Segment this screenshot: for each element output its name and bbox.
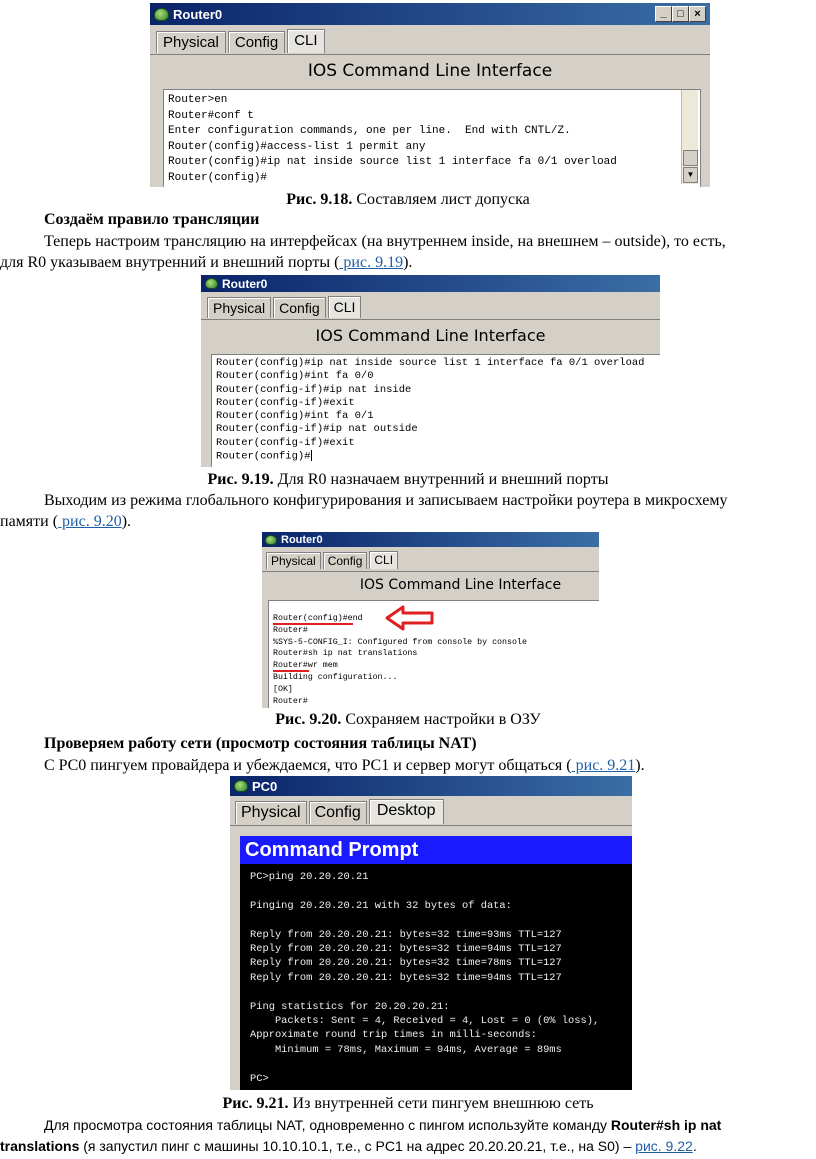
maximize-button[interactable]: □	[672, 6, 689, 22]
console-line: Router>en	[168, 94, 228, 106]
paragraph-line	[0, 512, 131, 532]
cli-console[interactable]	[163, 89, 701, 187]
paragraph-line	[0, 1136, 697, 1156]
caption-text: Составляем лист допуска	[352, 191, 530, 208]
figure-link[interactable]: рис. 9.19	[339, 254, 404, 271]
packet-tracer-logo-icon	[234, 780, 248, 792]
packet-tracer-logo-icon	[265, 535, 277, 545]
paragraph-text: для R0 указываем внутренний и внешний порты (	[0, 254, 340, 271]
figure-link[interactable]: рис. 9.20	[58, 513, 122, 530]
caption-text: Для R0 назначаем внутренний и внешний порты	[273, 471, 609, 488]
console-line: Router(config)#int fa 0/1	[216, 410, 374, 423]
caption-number: Рис. 9.21.	[222, 1095, 289, 1112]
minimize-button[interactable]: _	[655, 6, 672, 22]
paragraph-line: Выходим из режима глобального конфигурирования и записываем настройки роутера в микросхему	[44, 492, 728, 509]
console-line: Router(config-if)#exit	[216, 436, 355, 449]
tab-bar	[156, 29, 327, 53]
panel-title: IOS Command Line Interface	[307, 61, 553, 81]
paragraph-text: С PC0 пингуем провайдера и убеждаемся, что PC1 и сервер могут общаться (	[44, 757, 572, 774]
section-heading: Создаём правило трансляции	[44, 211, 260, 228]
paragraph-line	[44, 756, 645, 776]
window-title: PC0	[252, 778, 278, 794]
command-text: Router#sh ip nat	[610, 1117, 722, 1133]
caption-text: Сохраняем настройки в ОЗУ	[341, 711, 541, 728]
tab-bar	[266, 551, 400, 569]
section-heading: Проверяем работу сети (просмотр состояния таблицы NAT)	[44, 735, 477, 752]
paragraph-text: ).	[635, 757, 645, 774]
console-line: Packets: Sent = 4, Received = 4, Lost = 0 (0% loss),	[250, 1015, 600, 1028]
console-line: Ping statistics for 20.20.20.21:	[250, 1000, 450, 1013]
router0-cli-window-fig919	[201, 275, 660, 467]
console-line: Router(config)#	[168, 171, 268, 184]
console-line: Router(config)#int fa 0/0	[216, 370, 374, 383]
console-line: Enter configuration commands, one per line. End with CNTL/Z.	[168, 125, 571, 137]
tab-physical[interactable]: Physical	[235, 801, 307, 824]
caption-text: Из внутренней сети пингуем внешнюю сеть	[288, 1095, 594, 1112]
console-line: Reply from 20.20.20.21: bytes=32 time=78ms TTL=127	[250, 957, 562, 970]
tab-bar	[235, 799, 446, 824]
console-line	[250, 985, 599, 999]
caption-number: Рис. 9.18.	[286, 191, 353, 208]
panel-title: IOS Command Line Interface	[315, 326, 546, 345]
console-line: Minimum = 78ms, Maximum = 94ms, Average = 89ms	[250, 1043, 562, 1056]
tab-cli[interactable]: CLI	[287, 29, 324, 53]
cli-console[interactable]	[211, 354, 660, 467]
caption-number: Рис. 9.20.	[275, 711, 342, 728]
red-underline	[273, 670, 309, 672]
console-line	[250, 1057, 599, 1071]
router0-cli-window-fig918	[150, 3, 710, 187]
text-cursor	[311, 450, 312, 461]
tab-physical[interactable]: Physical	[207, 297, 271, 318]
console-line: Pinging 20.20.20.21 with 32 bytes of data:	[250, 899, 512, 912]
console-line: Router#	[273, 625, 308, 635]
figure-caption	[0, 470, 816, 490]
window-titlebar	[201, 275, 660, 292]
figure-link[interactable]: рис. 9.22	[635, 1138, 693, 1154]
console-scrollbar[interactable]	[681, 90, 698, 184]
tab-bar	[207, 296, 363, 318]
caption-number: Рис. 9.19.	[207, 471, 274, 488]
close-button[interactable]: ×	[689, 6, 706, 22]
console-line: Approximate round trip times in milli-seconds:	[250, 1029, 537, 1042]
tab-desktop[interactable]: Desktop	[369, 799, 444, 824]
paragraph-line	[44, 1115, 721, 1135]
pc0-desktop-window-fig921	[230, 776, 632, 1090]
tab-physical[interactable]: Physical	[266, 552, 321, 569]
paragraph-line: Теперь настроим трансляцию на интерфейсах (на внутреннем inside, на внешнем – outside), то есть,	[44, 233, 726, 250]
console-line: Router#conf t	[168, 109, 254, 122]
console-line: Router(config)#ip nat inside source list 1 interface fa 0/1 overload	[216, 357, 645, 369]
tab-config[interactable]: Config	[323, 552, 368, 569]
paragraph-text: ).	[403, 254, 413, 271]
tab-cli[interactable]: CLI	[369, 551, 398, 569]
tab-physical[interactable]: Physical	[156, 31, 226, 53]
window-title: Router0	[222, 276, 268, 291]
router0-cli-window-fig920	[262, 532, 599, 708]
window-title: Router0	[173, 6, 223, 22]
console-line: Router(config)#end	[273, 614, 363, 623]
console-line: Router(config-if)#exit	[216, 396, 355, 409]
tab-config[interactable]: Config	[273, 297, 325, 318]
console-line: Router(config-if)#ip nat inside	[216, 383, 412, 396]
paragraph-text: Для просмотра состояния таблицы NAT, одновременно с пингом используйте команду	[44, 1117, 611, 1133]
window-title: Router0	[281, 533, 323, 546]
figure-caption	[0, 190, 816, 210]
console-line: PC>ping 20.20.20.21	[250, 871, 369, 883]
red-underline	[273, 623, 353, 625]
scroll-thumb[interactable]	[683, 150, 698, 166]
console-line: Router#	[273, 696, 308, 706]
paragraph-text: ).	[121, 513, 132, 530]
paragraph-text: .	[692, 1138, 697, 1154]
tab-config[interactable]: Config	[309, 801, 367, 824]
console-line: Router(config)#access-list 1 permit any	[168, 140, 426, 153]
console-line	[250, 913, 599, 927]
command-prompt-app	[240, 836, 632, 1090]
console-line: Reply from 20.20.20.21: bytes=32 time=94ms TTL=127	[250, 971, 562, 984]
console-line: Reply from 20.20.20.21: bytes=32 time=94ms TTL=127	[250, 943, 562, 955]
panel-title: IOS Command Line Interface	[359, 577, 562, 593]
tab-config[interactable]: Config	[228, 31, 285, 53]
console-line: Router(config)#	[216, 450, 311, 463]
console-line: Router#sh ip nat translations	[273, 649, 418, 659]
figure-link[interactable]: рис. 9.21	[571, 757, 636, 774]
red-arrow-icon	[385, 605, 435, 631]
command-prompt-console[interactable]	[250, 870, 599, 1086]
console-line: Reply from 20.20.20.21: bytes=32 time=93ms TTL=127	[250, 928, 562, 941]
scroll-down-arrow-icon[interactable]: ▼	[683, 167, 698, 183]
command-prompt-titlebar: Command Prompt	[240, 836, 632, 864]
window-titlebar	[262, 532, 599, 547]
paragraph-text: (я запустил пинг с машины 10.10.10.1, т.е., с PC1 на адрес 20.20.20.21, т.е., на S0) –	[79, 1138, 636, 1154]
figure-caption	[0, 710, 816, 730]
console-line: Router#wr mem	[273, 661, 338, 671]
console-line: Building configuration...	[273, 672, 398, 682]
console-line	[250, 884, 599, 898]
console-line: Router(config-if)#ip nat outside	[216, 423, 418, 436]
figure-caption	[0, 1094, 816, 1114]
console-line: Router(config)#ip nat inside source list 1 interface fa 0/1 overload	[168, 156, 617, 168]
window-titlebar	[230, 776, 632, 796]
packet-tracer-logo-icon	[205, 278, 218, 289]
command-text: translations	[0, 1138, 80, 1154]
console-line: %SYS-5-CONFIG_I: Configured from console by console	[273, 637, 527, 647]
paragraph-line	[0, 253, 412, 273]
packet-tracer-logo-icon	[154, 8, 169, 21]
tab-cli[interactable]: CLI	[328, 296, 362, 318]
paragraph-text: памяти (	[0, 513, 59, 530]
window-titlebar	[150, 3, 710, 25]
console-line: [OK]	[273, 684, 293, 694]
console-line: PC>	[250, 1072, 269, 1085]
